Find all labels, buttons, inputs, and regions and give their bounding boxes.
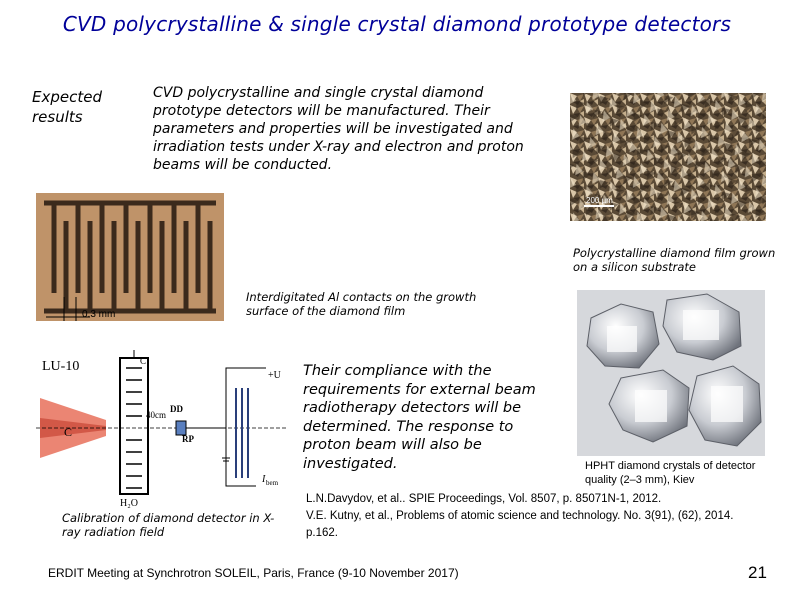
polycrystalline-film-photo [570,93,766,221]
expected-results-label: Expected results [32,88,102,126]
c-label: C [140,356,147,366]
interdigitated-contacts-photo [36,193,224,321]
detector-dd [176,421,186,435]
water-phantom [120,358,148,494]
ibeam-sub-label: bem [266,479,279,487]
compliance-paragraph: Their compliance with the requirements for external beam radiotherapy detectors will be determined. The response to proton beam will also be investigated. [303,363,536,472]
caption-interdigitated-contacts: Interdigitated Al contacts on the growth surface of the diamond film [246,290,477,318]
caption-calibration: Calibration of diamond detector in X-ray radiation field [62,511,275,539]
h2o-label: H₂O [120,498,138,509]
footer-text: ERDIT Meeting at Synchrotron SOLEIL, Paris, France (9-10 November 2017) [48,566,459,580]
scale-bar-poly [584,205,614,207]
ibeam-label: I [262,474,266,485]
calibration-schematic [36,348,300,510]
lu10-label: LU-10 [42,359,80,374]
hpht-crystals-photo [577,290,765,456]
scale-label-ic: 0.3 mm [82,309,116,320]
dd-label: DD [170,404,183,414]
scale-label-poly: 200 µm [586,196,613,205]
page-number: 21 [748,563,767,582]
intro-paragraph: CVD polycrystalline and single crystal diamond prototype detectors will be manufactured. Their parameters and properties will be investigated and irradiation tests under X-ray and electron and proton beams will be conducted. [153,85,524,173]
caption-polycrystalline-film: Polycrystalline diamond film grown on a silicon substrate [573,246,776,274]
references [306,491,766,542]
plus-u-label: +U [268,370,281,381]
rp-label: RP [182,434,194,444]
caption-hpht-crystals: HPHT diamond crystals of detector quality (2–3 mm), Kiev [585,460,756,486]
slide-title: CVD polycrystalline & single crystal diamond prototype detectors [62,12,732,36]
distance-label: 40cm [146,410,166,420]
reference-item: V.E. Kutny, et al., Problems of atomic science and technology. No. 3(91), (62), 2014. p.162. [306,510,734,539]
source-label: C [64,425,73,439]
reference-item: L.N.Davydov, et al.. SPIE Proceedings, Vol. 8507, p. 85071N-1, 2012. [306,493,662,505]
